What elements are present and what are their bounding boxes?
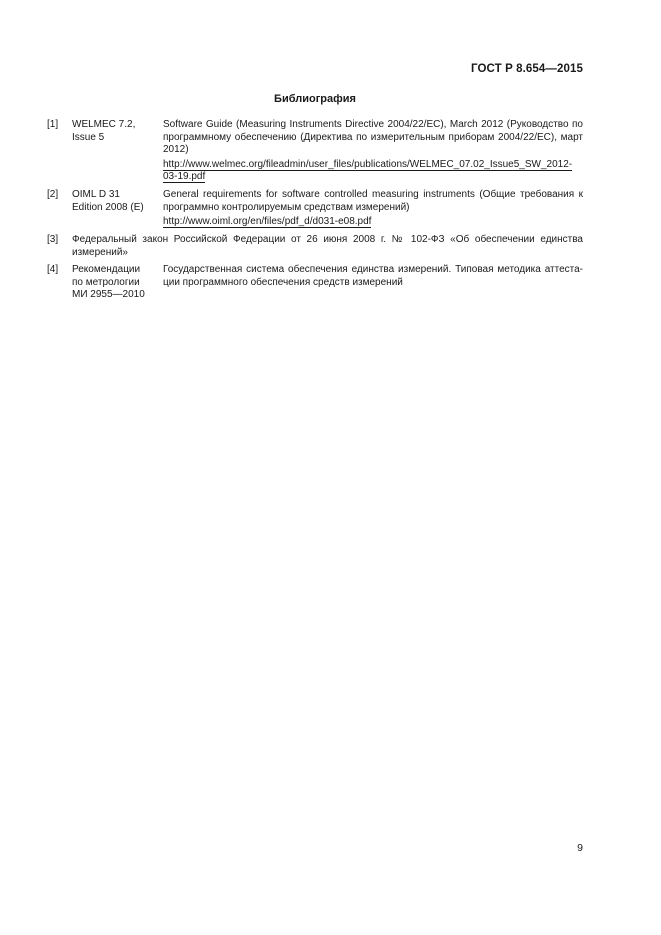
document-code: ГОСТ Р 8.654—2015 — [471, 63, 583, 75]
entry-reference-line: OIML D 31 — [72, 189, 120, 200]
entry-reference-line: МИ 2955—2010 — [72, 289, 145, 300]
entry-reference — [72, 119, 160, 144]
entry-url-line[interactable]: http://www.welmec.org/fileadmin/user_files/publications/WELMEC_07.02_Issue5_SW_2012- — [163, 158, 573, 170]
entry-reference-line: WELMEC 7.2, — [72, 119, 136, 130]
entry-text-block — [163, 119, 583, 184]
entry-text-block — [163, 189, 583, 229]
entry-description: Software Guide (Measuring Instruments Directive 2004/22/EC), March 2012 (Руководство по программному обеспечению (Директива по измерительным приборам 2004/22/EC), март 2012) — [163, 119, 583, 155]
entry-url-line[interactable]: 03-19.pdf — [163, 171, 206, 182]
entry-url[interactable] — [163, 159, 583, 184]
entry-reference — [72, 189, 160, 214]
entry-number: [2] — [47, 189, 59, 200]
bibliography-entry — [47, 264, 583, 302]
entry-url[interactable] — [163, 216, 583, 229]
page-number: 9 — [577, 842, 583, 854]
entry-reference-line: по метрологии — [72, 276, 140, 288]
entry-reference-line: Issue 5 — [72, 131, 105, 143]
bibliography-entry — [47, 234, 583, 259]
entry-reference-line: Рекомендации — [72, 264, 141, 275]
bibliography-entry — [47, 119, 583, 184]
entry-url-line[interactable]: http://www.oiml.org/en/files/pdf_d/d031-e08.pdf — [163, 216, 372, 227]
section-title: Библиография — [274, 93, 356, 105]
entry-description: Государственная система обеспечения единства измерений. Типовая методика аттеста-ции программного обеспечения средств измерений — [163, 264, 583, 288]
entry-reference-line: Edition 2008 (E) — [72, 201, 144, 213]
entry-description: General requirements for software controlled measuring instruments (Общие требования к программно контролируемым средствам измерений) — [163, 189, 583, 213]
entry-number: [4] — [47, 264, 59, 275]
entry-reference — [72, 264, 160, 302]
entry-number: [1] — [47, 119, 59, 130]
bibliography-list — [47, 119, 583, 307]
entry-description: Федеральный закон Российской Федерации от 26 июня 2008 г. № 102-ФЗ «Об обеспечении единства измерений» — [72, 234, 583, 258]
bibliography-entry — [47, 189, 583, 229]
entry-number: [3] — [47, 234, 59, 245]
